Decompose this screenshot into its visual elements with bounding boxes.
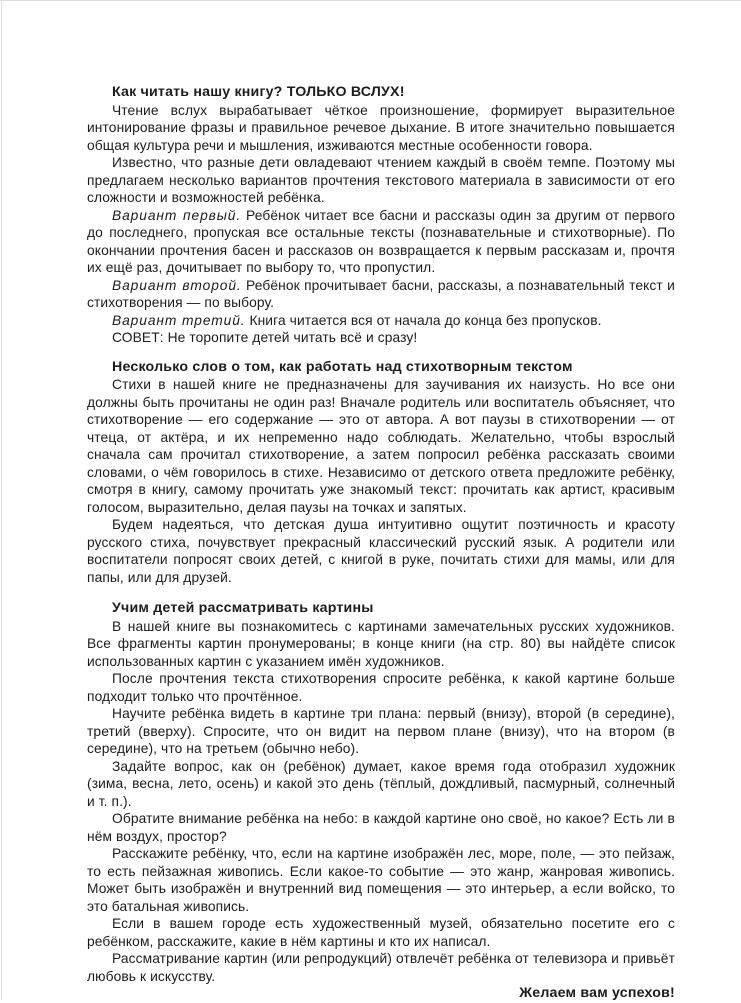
closing-wish-line: Желаем вам успехов! [519, 985, 675, 1001]
variant-2-text: Ребёнок прочитывает басни, рассказы, а познавательный текст и стихотворения — по выбору. [87, 277, 675, 310]
paragraph: Обратите внимание ребёнка на небо: в каждой картине оно своё, но какое? Есть ли в нём воздух, простор? [87, 811, 675, 844]
variant-3-lead: Вариант третий. [112, 312, 246, 328]
section-how-to-read [87, 84, 675, 347]
variant-1-lead: Вариант первый. [112, 207, 242, 223]
paragraph: Рассматривание картин (или репродукций) отвлечёт ребёнка от телевизора и привьёт любовь к искусству. [87, 951, 675, 984]
paragraph: Стихи в нашей книге не предназначены для заучивания их наизусть. Но все они должны быть прочитаны не один раз! Вначале родитель или воспитатель объясняет, что стихотворение — его содержание — это от автора. А вот паузы в стихотворении — от чтеца, от актёра, и их непременно надо соблюдать. Желательно, чтобы взрослый сначала сам прочитал стихотворение, а затем попросил ребёнка рассказать своими словами, о чём говорилось в стихе. Независимо от детского ответа предложите ребёнку, смотря в книгу, самому прочитать уже знакомый текст: прочитать как артист, красивым голосом, выразительно, делая паузы на точках и запятых. [87, 377, 675, 515]
variant-3-text: Книга читается вся от начала до конца без пропусков. [249, 312, 602, 328]
paragraph-variant-3 [87, 312, 675, 330]
advice-line: СОВЕТ: Не торопите детей читать всё и сразу! [112, 330, 418, 345]
paragraph: Расскажите ребёнку, что, если на картине изображён лес, море, поле, — это пейзаж, то есть пейзажная живопись. Если какое-то событие — это жанр, жанровая живопись. Может быть изображён и внутренний вид помещения — это интерьер, а если войско, то это батальная живопись. [87, 846, 675, 914]
section-viewing-paintings [87, 600, 675, 985]
section-heading-poetry-work: Несколько слов о том, как работать над стихотворным текстом [112, 358, 573, 375]
paragraph: После прочтения текста стихотворения спросите ребёнка, к какой картине больше подходит только что прочтённое. [87, 671, 675, 704]
paragraph-variant-1 [87, 207, 675, 277]
paragraph: Задайте вопрос, как он (ребёнок) думает, какое время года отобразил художник (зима, весна, лето, осень) и какой это день (тёплый, дождливый, пасмурный, солнечный и т. п.). [87, 758, 675, 809]
paragraph: Чтение вслух вырабатывает чёткое произношение, формирует выразительное интонирование фразы и правильное речевое дыхание. В итоге значительно повышается общая культура речи и мышления, изживаются местные особенности говора. [87, 102, 675, 153]
variant-2-lead: Вариант второй. [112, 277, 242, 293]
section-heading-how-to-read: Как читать нашу книгу? ТОЛЬКО ВСЛУХ! [112, 84, 405, 100]
variant-1-text: Ребёнок читает все басни и рассказы один за другим от первого до последнего, пропуская все остальные тексты (познавательные и стихотворные). По окончании прочтения басен и рассказов он возвращается к первым рассказам и, прочтя их ещё раз, дочитывает по выбору то, что пропустил. [87, 207, 675, 275]
paragraph: Научите ребёнка видеть в картине три плана: первый (внизу), второй (в середине), третий (вверху). Спросите, что он видит на первом плане (внизу), что на втором (в середине), что на третьем (обычно небо). [87, 706, 675, 756]
page-edge-left-line [1, 0, 2, 1000]
paragraph: Известно, что разные дети овладевают чтением каждый в своём темпе. Поэтому мы предлагаем несколько вариантов прочтения текстового материала в зависимости от его сложности и возможностей ребёнка. [87, 155, 675, 205]
paragraph: Будем надеяться, что детская душа интуитивно ощутит поэтичность и красоту русского стиха, почувствует прекрасный классический русский язык. А родители или воспитатели попросят своих детей, с книгой в руке, почитать стихи для мамы, или для папы, или для друзей. [87, 517, 675, 585]
paragraph-variant-2 [87, 277, 675, 312]
paragraph: Если в вашем городе есть художественный музей, обязательно посетите его с ребёнком, расскажите, какие в нём картины и кто их написал. [87, 916, 675, 949]
paragraph: В нашей книге вы познакомитесь с картинами замечательных русских художников. Все фрагменты картин пронумерованы; в конце книги (на стр. 80) вы найдёте список использованных картин с указанием имён художников. [87, 618, 675, 669]
section-poetry-work [87, 359, 675, 587]
book-page [87, 0, 675, 1003]
section-heading-viewing-paintings: Учим детей рассматривать картины [112, 600, 374, 616]
